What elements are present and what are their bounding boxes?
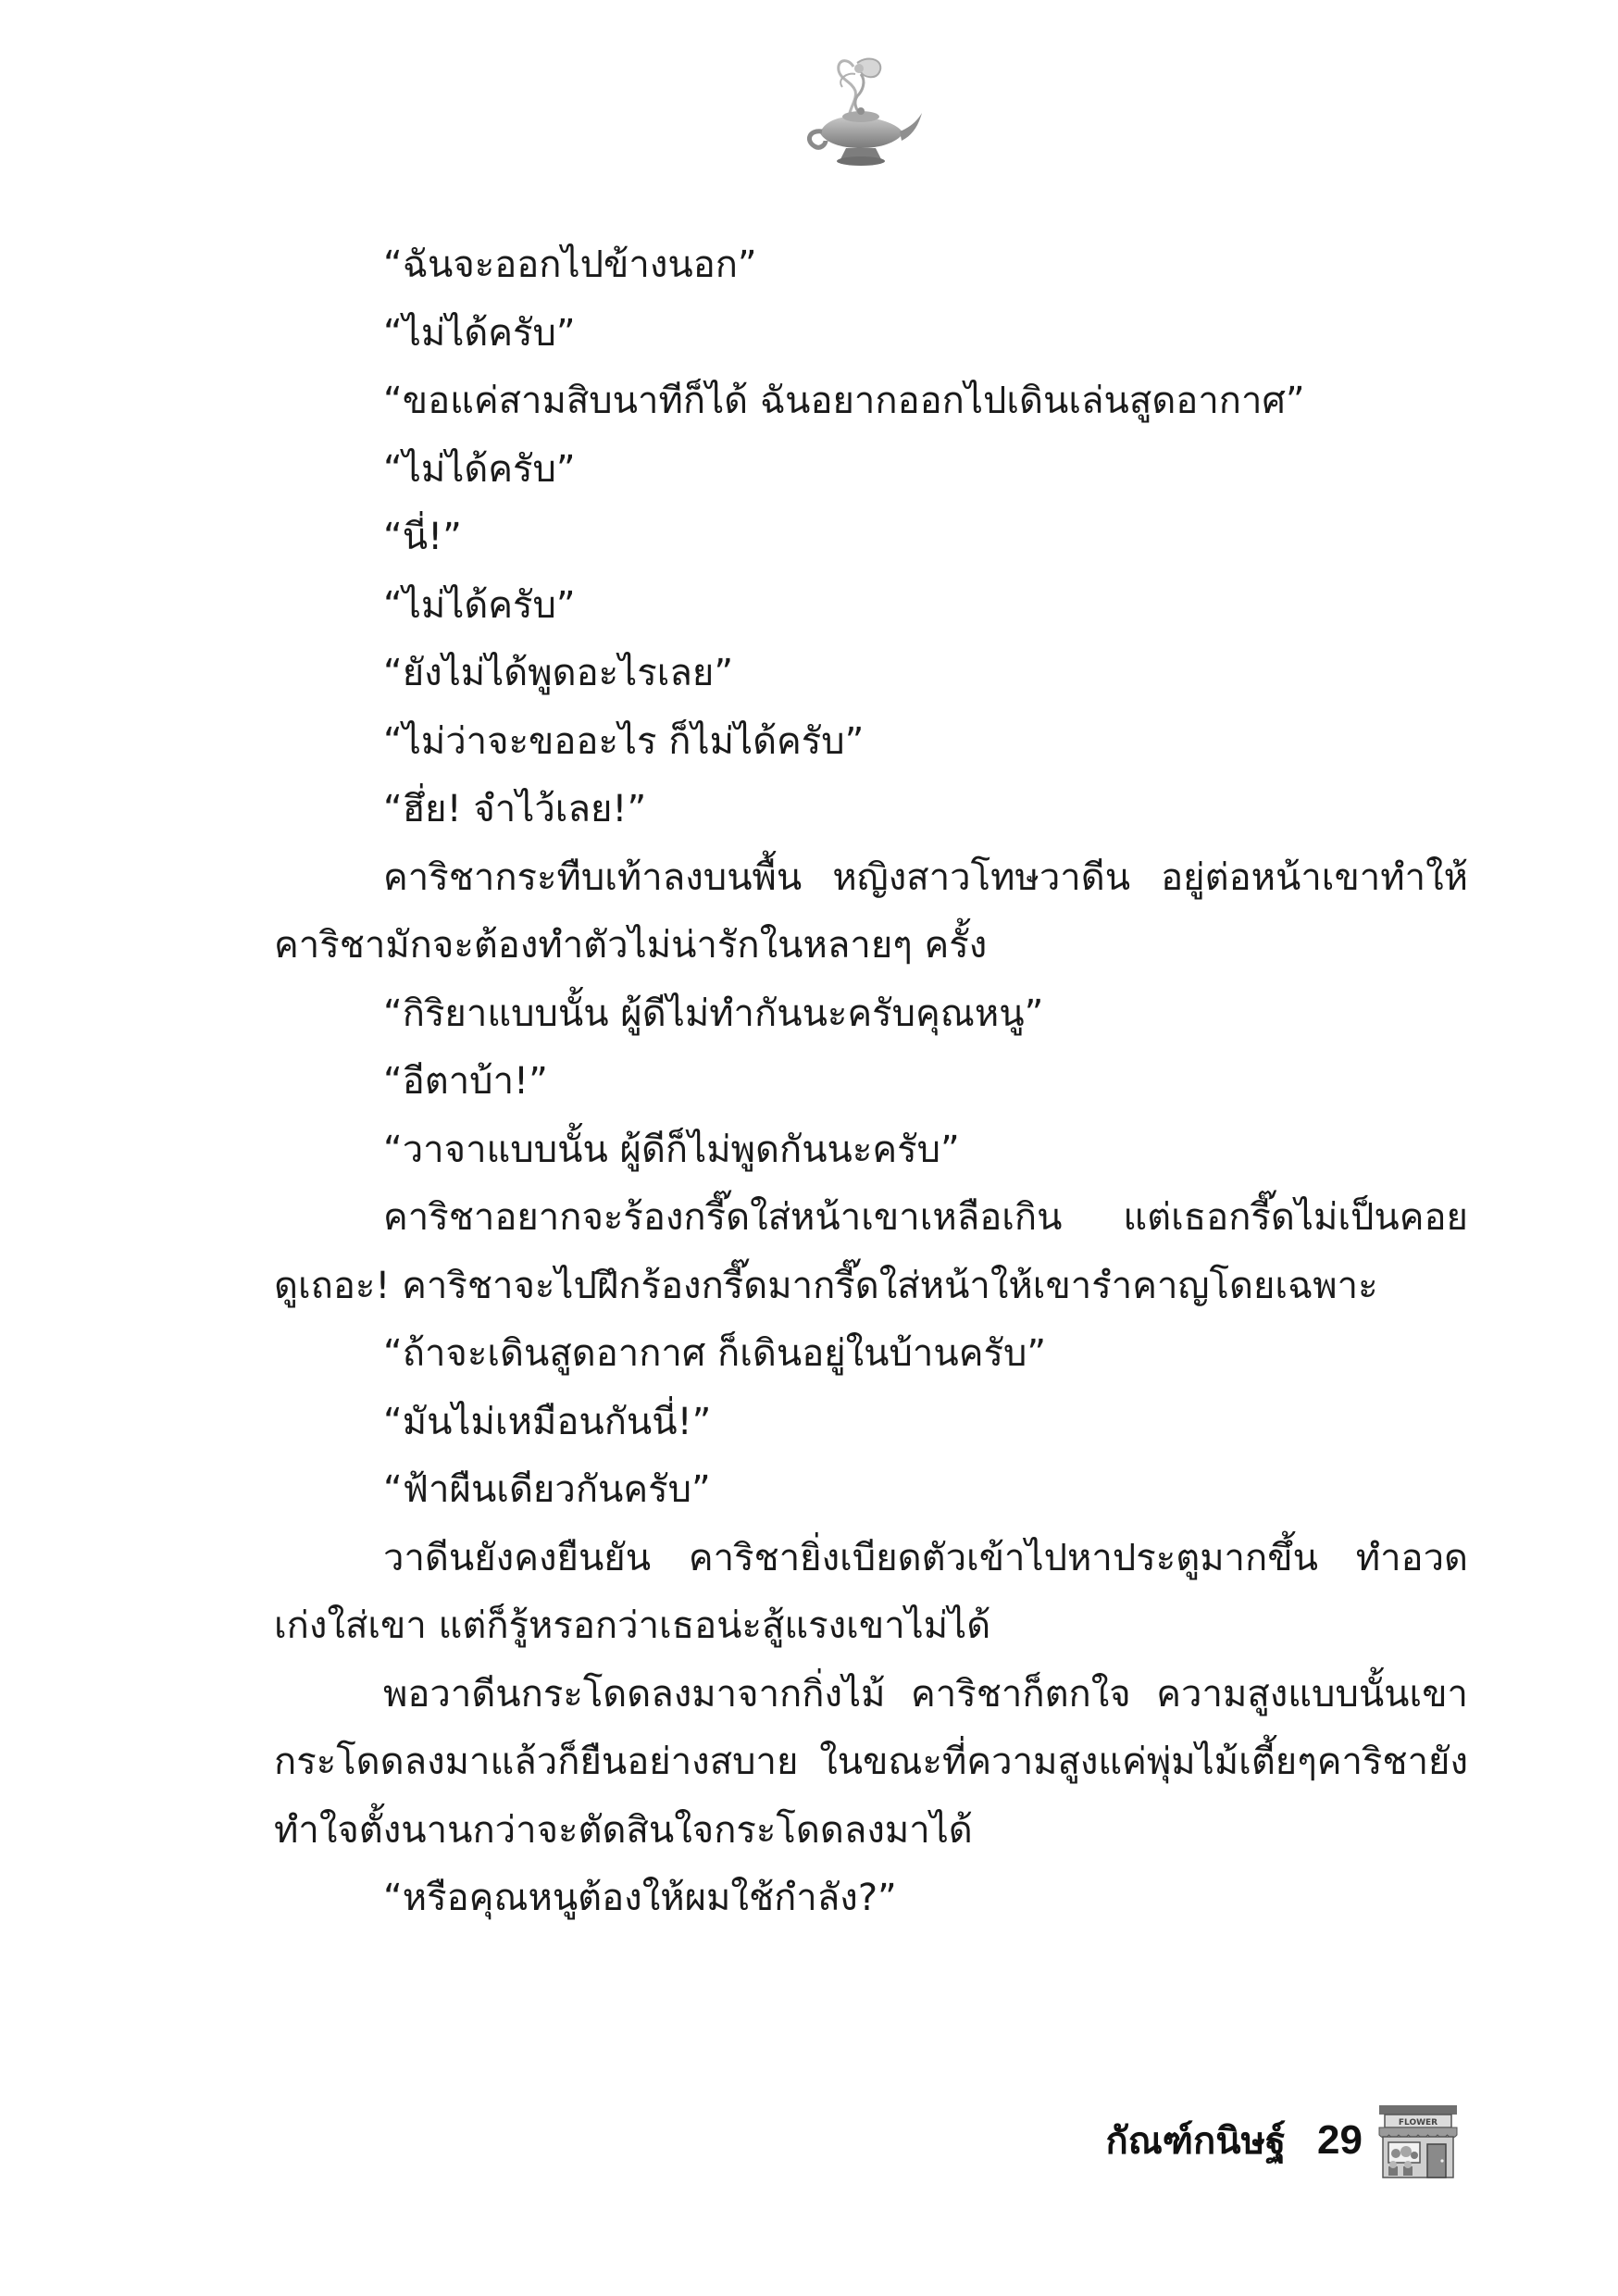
page-number: 29 [1317,2117,1363,2163]
shop-sign: FLOWER [1398,2118,1438,2128]
dialogue-line: “อีตาบ้า!” [383,1060,548,1103]
dialogue-line: “ไม่ได้ครับ” [383,447,576,491]
dialogue-line: “ฉันจะออกไปข้างนอก” [383,243,757,286]
dialogue-line: “ไม่ได้ครับ” [383,583,576,627]
dialogue-line: “หรือคุณหนูต้องให้ผมใช้กำลัง?” [383,1877,897,1919]
narration-paragraph: คาริชากระทืบเท้าลงบนพื้น หญิงสาวโทษวาดีน อยู่ต่อหน้าเขาทำให้คาริชามักจะต้องทำตัวไม่น่ารักในหลายๆ ครั้ง [274,855,1468,967]
genie-lamp-icon [796,54,926,174]
dialogue-line: “กิริยาแบบนั้น ผู้ดีไม่ทำกันนะครับคุณหนู” [383,992,1044,1035]
dialogue-line: “มันไม่เหมือนกันนี่!” [383,1400,712,1443]
narration-paragraph: คาริชาอยากจะร้องกรี๊ดใส่หน้าเขาเหลือเกิน แต่เธอกรี๊ดไม่เป็นคอยดูเถอะ! คาริชาจะไปฝึกร้องกรี๊ดมากรี๊ดใส่หน้าให้เขารำคาญโดยเฉพาะ [274,1196,1468,1307]
story-text [274,231,1468,1933]
dialogue-line: “ไม่ได้ครับ” [383,311,576,355]
page-footer [1106,2094,1461,2187]
dialogue-line: “ไม่ว่าจะขออะไร ก็ไม่ได้ครับ” [383,719,865,763]
flower-shop-icon [1375,2100,1461,2181]
narration-paragraph: พอวาดีนกระโดดลงมาจากกิ่งไม้ คาริชาก็ตกใจ ความสูงแบบนั้นเขากระโดดลงมาแล้วก็ยืนอย่างสบาย ในขณะที่ความสูงแค่พุ่มไม้เตี้ยๆคาริชายังทำใจตั้งนานกว่าจะตัดสินใจกระโดดลงมาได้ [274,1672,1468,1852]
dialogue-line: “ฟ้าผืนเดียวกันครับ” [383,1468,711,1511]
dialogue-line: “นี่!” [383,516,462,558]
footer-author-title: กัณฑ์กนิษฐ์ [1105,2120,1287,2163]
dialogue-line: “ถ้าจะเดินสูดอากาศ ก็เดินอยู่ในบ้านครับ” [383,1332,1047,1375]
dialogue-line: “ยังไม่ได้พูดอะไรเลย” [383,652,734,694]
dialogue-line: “ฮึ่ย! จำไว้เลย!” [383,788,647,830]
dialogue-line: “วาจาแบบนั้น ผู้ดีก็ไม่พูดกันนะครับ” [383,1128,960,1171]
narration-paragraph: วาดีนยังคงยืนยัน คาริชายิ่งเบียดตัวเข้าไปหาประตูมากขึ้น ทำอวดเก่งใส่เขา แต่ก็รู้หรอกว่าเธอน่ะสู้แรงเขาไม่ได้ [274,1536,1468,1647]
dialogue-line: “ขอแค่สามสิบนาทีก็ได้ ฉันอยากออกไปเดินเล่นสูดอากาศ” [383,380,1305,422]
